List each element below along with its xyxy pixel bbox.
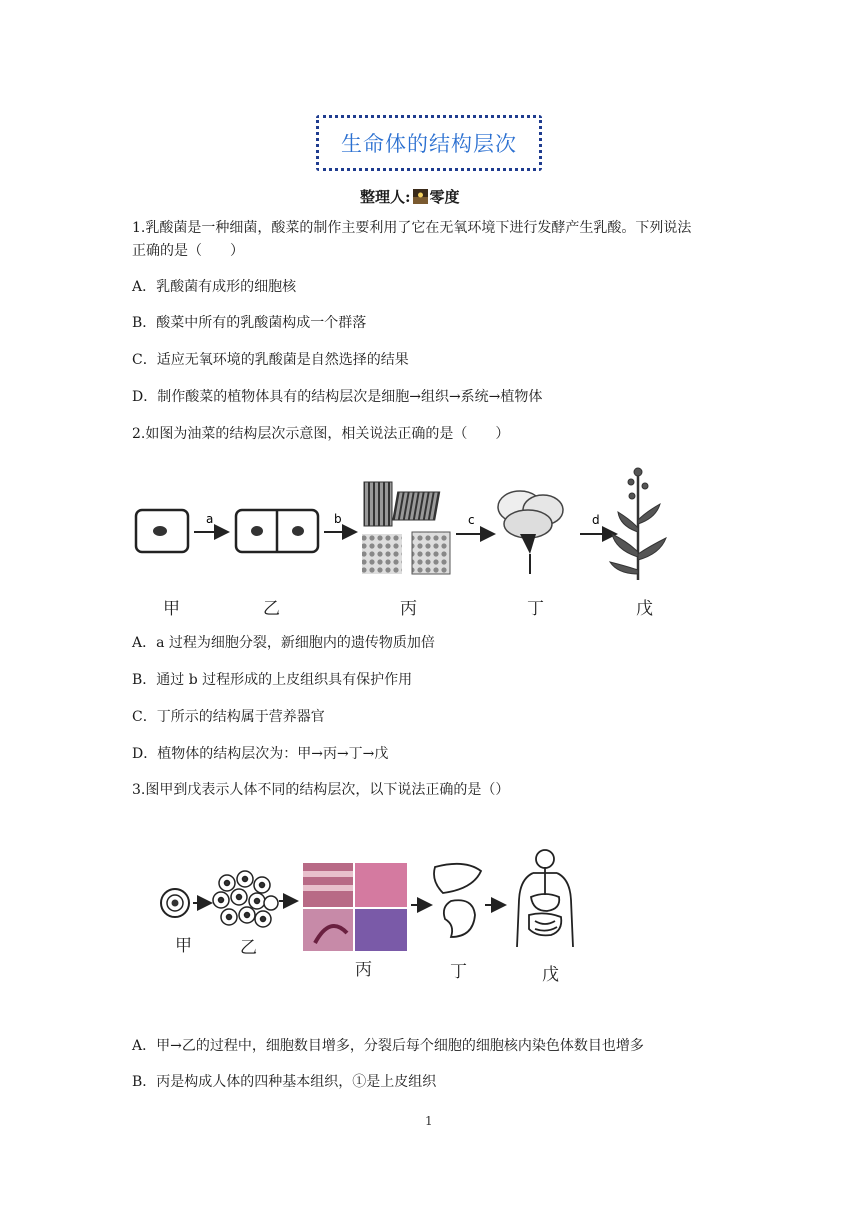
- page-number: 1: [425, 1114, 433, 1128]
- q1-stem-line2: 正确的是（ ）: [132, 243, 244, 259]
- q3-stem: 3.图甲到戊表示人体不同的结构层次，以下说法正确的是（）: [132, 782, 510, 798]
- human-organs: [434, 864, 481, 937]
- dividing-plant-cells: [236, 510, 318, 552]
- q3-option-b: B．丙是构成人体的四种基本组织，①是上皮组织: [132, 1074, 437, 1090]
- page-title: 生命体的结构层次: [341, 132, 517, 156]
- q2-label-yi: 乙: [263, 599, 280, 619]
- q3-label-jia: 甲: [175, 936, 192, 956]
- q1-option-c: C．适应无氧环境的乳酸菌是自然选择的结果: [132, 352, 409, 368]
- title-box: [316, 115, 542, 171]
- q3-label-yi: 乙: [240, 938, 257, 958]
- q2-label-ding: 丁: [527, 599, 544, 619]
- q1-option-d: D．制作酸菜的植物体具有的结构层次是细胞→组织→系统→植物体: [132, 389, 543, 405]
- single-human-cell: [161, 889, 189, 917]
- flower-organ: [498, 491, 563, 574]
- single-plant-cell: [136, 510, 188, 552]
- q2-option-a: A．a 过程为细胞分裂，新细胞内的遗传物质加倍: [132, 635, 435, 651]
- arrow-label-d: d: [592, 513, 600, 527]
- plant-tissues: [362, 482, 450, 574]
- q2-label-wu: 戊: [636, 599, 653, 619]
- human-body: [517, 850, 573, 947]
- q3-option-a: A．甲→乙的过程中，细胞数目增多，分裂后每个细胞的细胞核内染色体数目也增多: [132, 1038, 644, 1054]
- human-structure-figure: [155, 845, 590, 955]
- arrow-label-c: c: [468, 513, 475, 527]
- arrow-label-a: a: [206, 512, 214, 526]
- compiler-name: 零度: [429, 188, 460, 206]
- compiler-prefix: 整理人:: [360, 188, 411, 206]
- q2-stem: 2.如图为油菜的结构层次示意图，相关说法正确的是（ ）: [132, 426, 510, 442]
- q3-label-wu: 戊: [542, 965, 559, 985]
- q2-option-d: D．植物体的结构层次为：甲→丙→丁→戊: [132, 746, 389, 762]
- rapeseed-structure-figure: [128, 462, 668, 592]
- q3-label-bing: 丙: [355, 960, 372, 980]
- q2-option-c: C．丁所示的结构属于营养器官: [132, 709, 325, 725]
- avatar-icon: [413, 189, 428, 204]
- q2-option-b: B．通过 b 过程形成的上皮组织具有保护作用: [132, 672, 413, 688]
- q3-label-ding: 丁: [450, 962, 467, 982]
- q1-option-b: B．酸菜中所有的乳酸菌构成一个群落: [132, 315, 367, 331]
- compiler-line: [360, 186, 460, 207]
- q1-stem-line1: 1.乳酸菌是一种细菌，酸菜的制作主要利用了它在无氧环境下进行发酵产生乳酸。下列说法: [132, 220, 692, 236]
- q1-option-a: A．乳酸菌有成形的细胞核: [132, 279, 297, 295]
- whole-plant: [610, 468, 666, 580]
- arrow-label-b: b: [334, 512, 342, 526]
- q2-label-jia: 甲: [163, 599, 180, 619]
- human-tissues: [303, 863, 407, 951]
- cell-cluster: [213, 871, 278, 927]
- q2-label-bing: 丙: [400, 599, 417, 619]
